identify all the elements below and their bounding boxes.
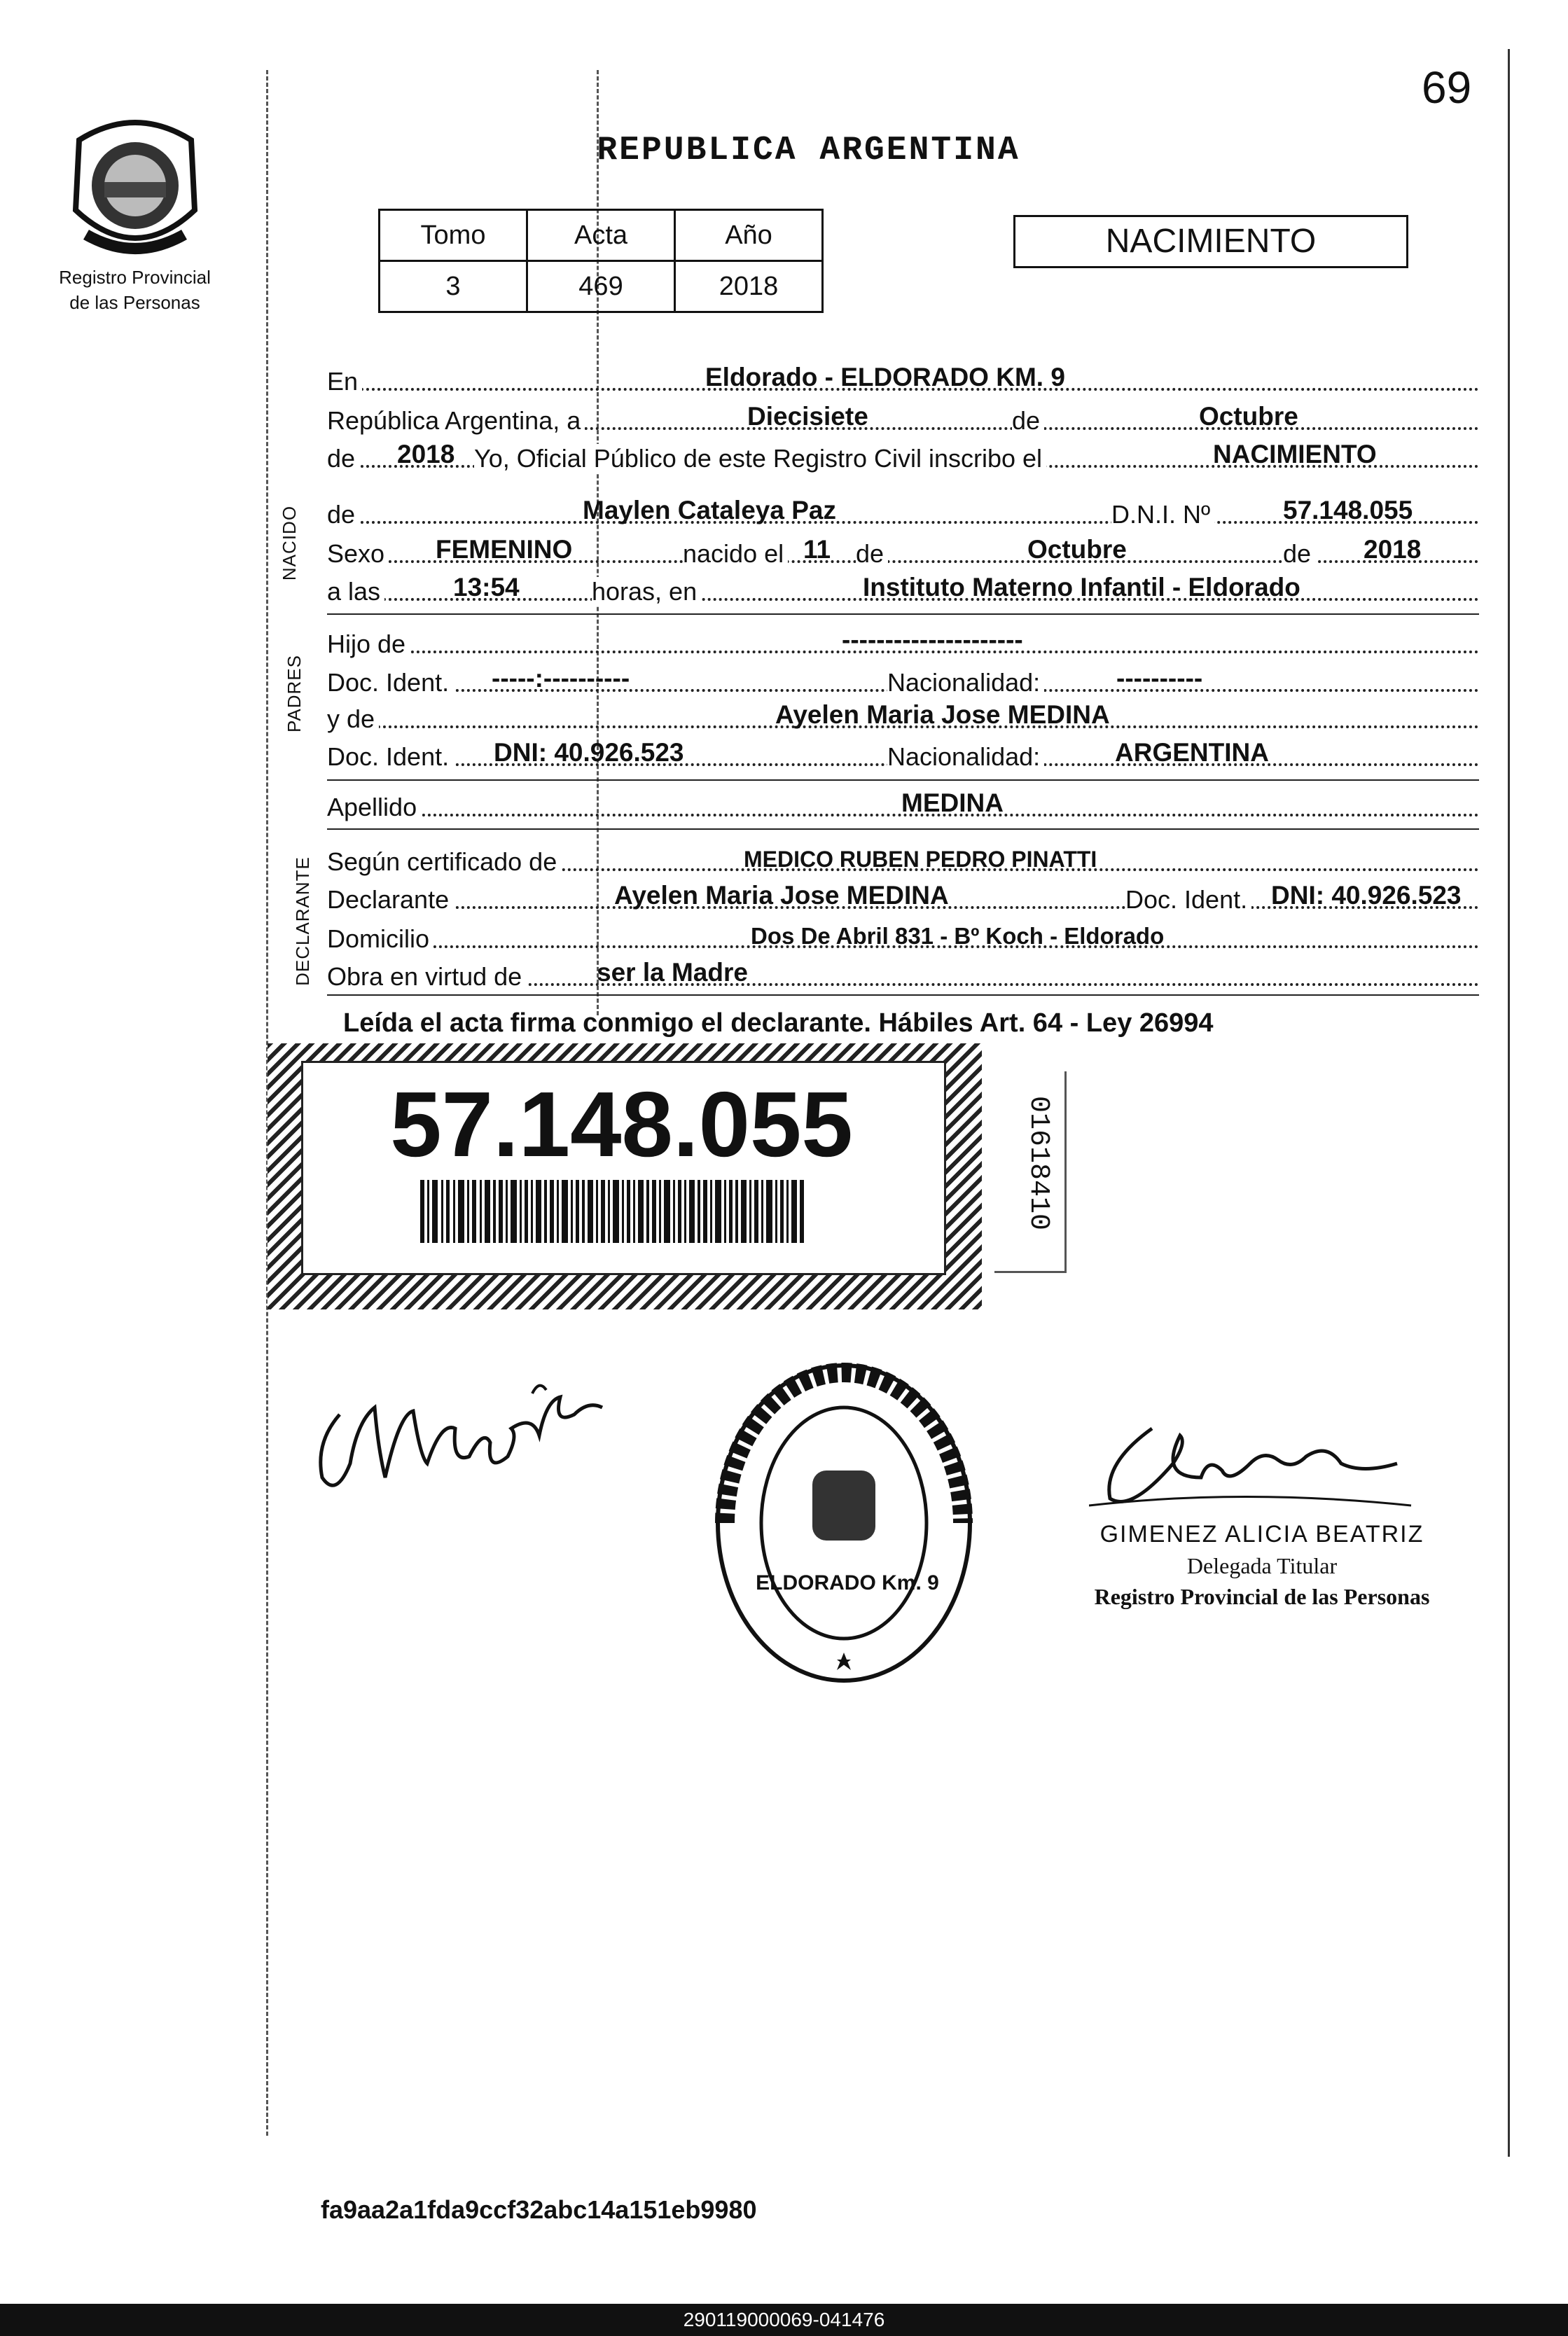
page-number: 69 — [1422, 62, 1472, 113]
label-dni: D.N.I. Nº — [1111, 500, 1214, 529]
value-lugar-inscripcion: Eldorado - ELDORADO KM. 9 — [705, 363, 1065, 391]
label-segun: Según certificado de — [327, 847, 561, 877]
label-de4: de — [856, 539, 888, 569]
label-doc2: Doc. Ident. — [327, 742, 453, 772]
label-yde: y de — [327, 704, 379, 734]
value-dia: Diecisiete — [747, 402, 868, 431]
official-name: GIMENEZ ALICIA BEATRIZ — [1099, 1521, 1424, 1548]
label-en: En — [327, 367, 362, 396]
value-doc1: -----:---------- — [492, 664, 630, 693]
label-nac1: Nacionalidad: — [887, 668, 1044, 697]
value-madre: Ayelen Maria Jose MEDINA — [775, 700, 1110, 729]
value-domicilio: Dos De Abril 831 - Bº Koch - Eldorado — [751, 923, 1165, 949]
value-lugar-nacimiento: Instituto Materno Infantil - Eldorado — [863, 573, 1300, 602]
side-control-code: 01618410 — [1022, 1096, 1054, 1231]
value-doc2: DNI: 40.926.523 — [494, 738, 684, 767]
line-obra — [327, 952, 1479, 994]
official-office: Registro Provincial de las Personas — [1094, 1584, 1430, 1609]
logo-caption-line1: Registro Provincial — [59, 267, 211, 288]
value-declarante: Ayelen Maria Jose MEDINA — [614, 881, 949, 910]
line-hora — [327, 567, 1479, 609]
registry-table — [378, 209, 824, 313]
label-sexo: Sexo — [327, 539, 389, 569]
label-doc1: Doc. Ident. — [327, 668, 453, 697]
value-anio: 2018 — [675, 261, 823, 312]
label-obra: Obra en virtud de — [327, 962, 526, 992]
line-doc2 — [327, 732, 1479, 774]
header-acta: Acta — [527, 210, 675, 261]
line-nombre — [327, 490, 1479, 532]
label-declarante: Declarante — [327, 885, 453, 915]
label-de5: de — [1283, 539, 1315, 569]
section-label-padres: PADRES — [284, 655, 305, 732]
value-nombre: Maylen Cataleya Paz — [583, 496, 836, 524]
line-sexo — [327, 529, 1479, 571]
value-sexo: FEMENINO — [436, 535, 573, 564]
label-de3: de — [327, 500, 359, 529]
value-nac2: ARGENTINA — [1115, 738, 1269, 767]
official-role: Delegada Titular — [1186, 1553, 1338, 1578]
value-tomo: 3 — [380, 261, 527, 312]
rule-declarante — [327, 994, 1479, 996]
value-dni: 57.148.055 — [1283, 496, 1413, 524]
barcode-icon — [420, 1180, 805, 1243]
line-doc1 — [327, 658, 1479, 700]
value-acta: 469 — [527, 261, 675, 312]
value-anio-inscripcion: 2018 — [397, 440, 455, 468]
declarant-signature — [308, 1358, 616, 1506]
value-hora: 13:54 — [453, 573, 520, 602]
value-nacido-dia: 11 — [803, 535, 831, 564]
rule-nacido — [327, 613, 1479, 615]
section-label-declarante: DECLARANTE — [291, 856, 313, 986]
line-hijo — [327, 620, 1479, 662]
value-nac1: ---------- — [1116, 664, 1203, 693]
label-doc3: Doc. Ident. — [1125, 885, 1251, 915]
line-segun — [327, 837, 1479, 880]
value-doc3: DNI: 40.926.523 — [1271, 881, 1462, 910]
logo-caption-line2: de las Personas — [69, 292, 200, 313]
right-margin-rule — [1508, 49, 1510, 2157]
official-seal — [707, 1358, 980, 1688]
dni-stamp-number: 57.148.055 — [390, 1073, 853, 1176]
value-mes: Octubre — [1199, 402, 1298, 431]
line-en — [327, 357, 1479, 399]
value-apellido: MEDINA — [901, 788, 1004, 817]
side-code-bracket — [994, 1071, 1067, 1273]
section-label-nacido: NACIDO — [279, 505, 300, 581]
value-nacido-anio: 2018 — [1364, 535, 1422, 564]
official-signature — [1089, 1421, 1418, 1534]
line-inscribo — [327, 434, 1479, 476]
record-type-box: NACIMIENTO — [1013, 215, 1408, 268]
label-apellido: Apellido — [327, 793, 421, 822]
rule-padres — [327, 779, 1479, 781]
document-title: REPUBLICA ARGENTINA — [597, 132, 1020, 169]
seal-inner-text: ELDORADO Km. 9 — [756, 1571, 939, 1594]
header-anio: Año — [675, 210, 823, 261]
value-inscribo: NACIMIENTO — [1213, 440, 1377, 468]
label-de2: de — [327, 444, 359, 473]
label-horas-en: horas, en — [592, 577, 701, 606]
header-tomo: Tomo — [380, 210, 527, 261]
line-declarante — [327, 875, 1479, 917]
label-republica: República Argentina, a — [327, 406, 585, 436]
label-domicilio: Domicilio — [327, 924, 433, 954]
value-segun: MEDICO RUBEN PEDRO PINATTI — [744, 847, 1097, 872]
line-apellido — [327, 783, 1479, 825]
rule-apellido — [327, 828, 1479, 830]
value-nacido-mes: Octubre — [1027, 535, 1127, 564]
value-hijo: --------------------- — [842, 625, 1023, 654]
label-de: de — [1012, 406, 1044, 436]
value-obra: ser la Madre — [597, 958, 748, 987]
label-nacido-el: nacido el — [683, 539, 788, 569]
document-hash: fa9aa2a1fda9ccf32abc14a151eb9980 — [321, 2195, 757, 2224]
label-nac2: Nacionalidad: — [887, 742, 1044, 772]
line-domicilio — [327, 915, 1479, 957]
footer-code: 290119000069-041476 — [0, 2304, 1568, 2336]
label-alas: a las — [327, 577, 384, 606]
label-hijo: Hijo de — [327, 630, 410, 659]
line-republica — [327, 396, 1479, 438]
line-madre — [327, 695, 1479, 737]
reading-note: Leída el acta firma conmigo el declarante. Hábiles Art. 64 - Ley 26994 — [343, 1008, 1214, 1038]
label-inscribo: Yo, Oficial Público de este Registro Civil inscribo el — [474, 444, 1046, 473]
